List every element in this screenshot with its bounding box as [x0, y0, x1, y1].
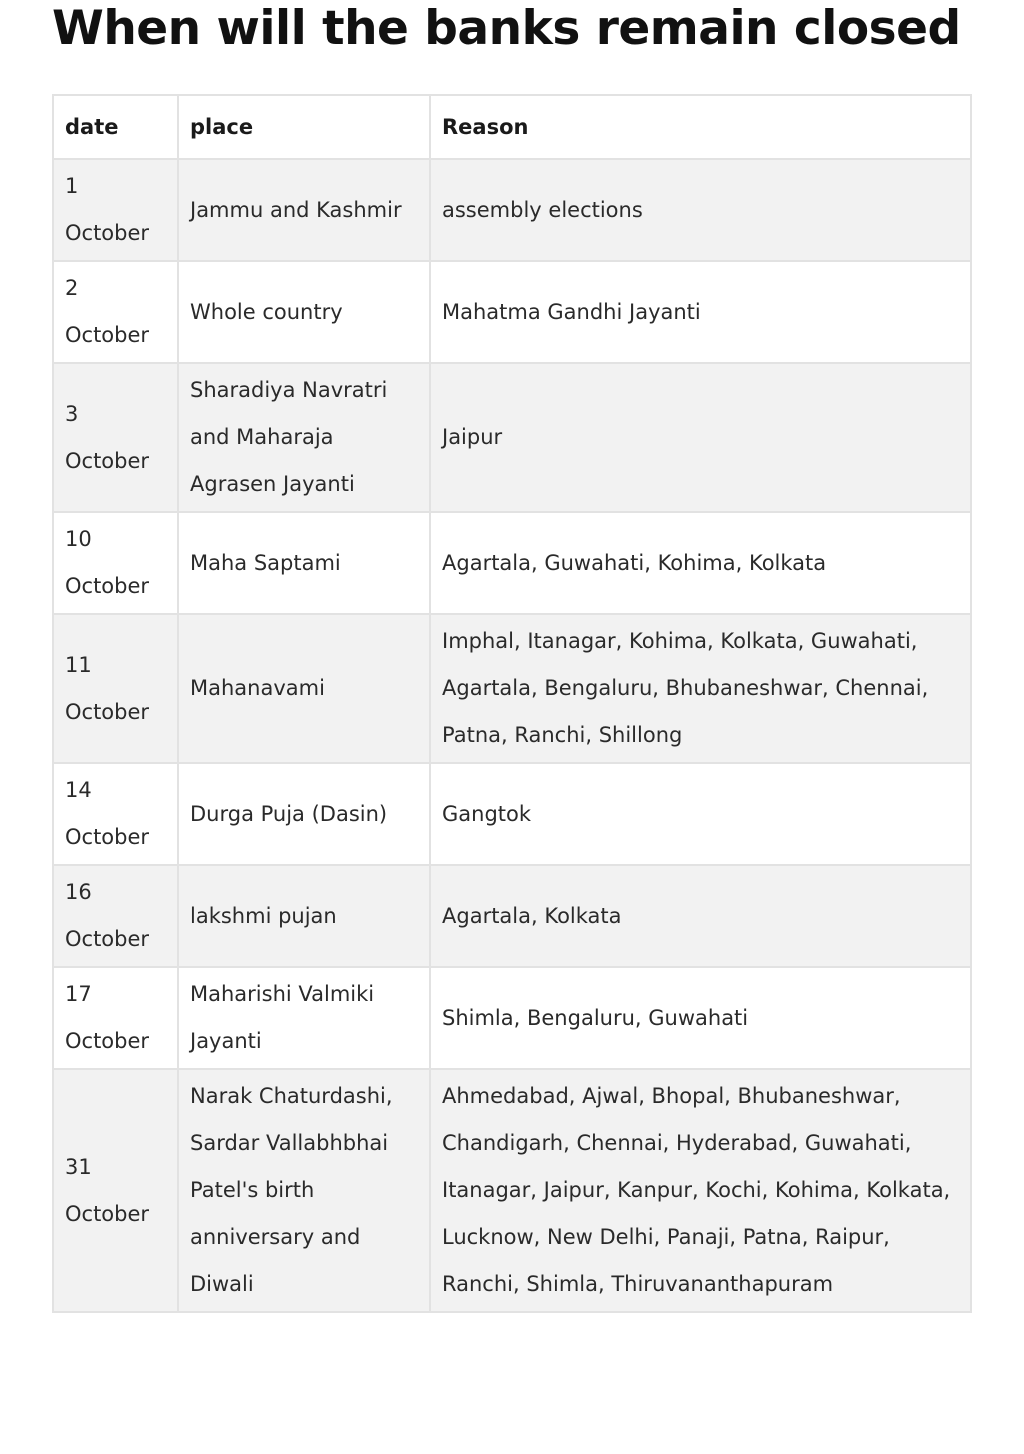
date-day: 17 [65, 982, 92, 1006]
place-cell: Maharishi Valmiki Jayanti [178, 967, 430, 1069]
reason-cell: Imphal, Itanagar, Kohima, Kolkata, Guwahati, Agartala, Bengaluru, Bhubaneshwar, Chennai, Patna, Ranchi, Shillong [430, 614, 971, 763]
place-cell: Durga Puja (Dasin) [178, 763, 430, 865]
table-row [53, 763, 971, 865]
header-date: date [53, 95, 178, 159]
date-month: October [65, 574, 150, 598]
date-cell [53, 159, 178, 261]
header-reason: Reason [430, 95, 971, 159]
reason-cell: Jaipur [430, 363, 971, 512]
date-day: 11 [65, 652, 92, 677]
date-day: 3 [65, 401, 79, 426]
date-cell [53, 1069, 178, 1312]
reason-cell: Ahmedabad, Ajwal, Bhopal, Bhubaneshwar, Chandigarh, Chennai, Hyderabad, Guwahati, Itanagar, Jaipur, Kanpur, Kochi, Kohima, Kolkata, Lucknow, New Delhi, Panaji, Patna, Raipur, Ranchi, Shimla, Thiruvananthapuram [430, 1069, 971, 1312]
header-place: place [178, 95, 430, 159]
date-month: October [65, 927, 150, 951]
date-cell [53, 363, 178, 512]
date-month: October [65, 221, 150, 245]
place-cell: lakshmi pujan [178, 865, 430, 967]
place-cell: Maha Saptami [178, 512, 430, 614]
table-row [53, 512, 971, 614]
date-day: 14 [65, 778, 92, 802]
date-month: October [65, 825, 150, 849]
table-row [53, 159, 971, 261]
date-month: October [65, 1029, 150, 1053]
table-row [53, 865, 971, 967]
date-day: 1 [65, 174, 79, 198]
date-cell [53, 865, 178, 967]
table-row [53, 1069, 971, 1312]
date-cell [53, 763, 178, 865]
date-month: October [65, 699, 150, 724]
date-month: October [65, 1201, 150, 1226]
table-row [53, 614, 971, 763]
date-cell [53, 261, 178, 363]
place-cell: Whole country [178, 261, 430, 363]
date-month: October [65, 323, 150, 347]
table-row [53, 261, 971, 363]
page-title: When will the banks remain closed [52, 1, 961, 56]
place-cell: Jammu and Kashmir [178, 159, 430, 261]
date-day: 10 [65, 527, 92, 551]
reason-cell: Agartala, Guwahati, Kohima, Kolkata [430, 512, 971, 614]
reason-cell: Gangtok [430, 763, 971, 865]
reason-cell: Shimla, Bengaluru, Guwahati [430, 967, 971, 1069]
date-day: 2 [65, 276, 79, 300]
table-header-row [53, 95, 971, 159]
date-cell [53, 512, 178, 614]
date-day: 16 [65, 880, 92, 904]
place-cell: Sharadiya Navratri and Maharaja Agrasen Jayanti [178, 363, 430, 512]
date-month: October [65, 448, 150, 473]
reason-cell: Agartala, Kolkata [430, 865, 971, 967]
date-cell [53, 614, 178, 763]
date-day: 31 [65, 1154, 92, 1179]
reason-cell: assembly elections [430, 159, 971, 261]
place-cell: Narak Chaturdashi, Sardar Vallabhbhai Patel's birth anniversary and Diwali [178, 1069, 430, 1312]
place-cell: Mahanavami [178, 614, 430, 763]
reason-cell: Mahatma Gandhi Jayanti [430, 261, 971, 363]
table-row [53, 967, 971, 1069]
date-cell [53, 967, 178, 1069]
table-row [53, 363, 971, 512]
bank-holiday-table [52, 94, 972, 1313]
